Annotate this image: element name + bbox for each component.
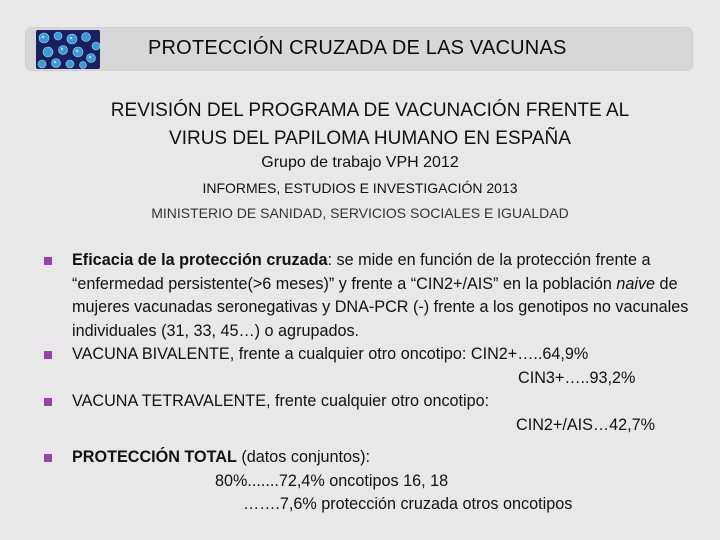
slide-title: PROTECCIÓN CRUZADA DE LAS VACUNAS [148, 37, 567, 59]
bullet-cross-protection [44, 249, 694, 343]
bullet-total-protection [44, 446, 694, 517]
working-group: Grupo de trabajo VPH 2012 [261, 154, 459, 171]
total-line-76: …….7,6% protección cruzada otros oncotipos [243, 495, 573, 513]
bullet-icon [44, 454, 52, 462]
tetravalent-text: VACUNA TETRAVALENTE, frente cualquier otro oncotipo: [72, 392, 490, 410]
total-bold-term: PROTECCIÓN TOTAL [72, 448, 237, 466]
bullet-list [44, 249, 694, 517]
bullet-tetravalent [44, 390, 694, 437]
bullet-text-cont: de mujeres vacunadas seronegativas y DNA-PCR (-) frente a los genotipos no vacunales individuales (31, 33, 45…) o agrupados. [72, 274, 689, 340]
spacer [44, 437, 694, 446]
bullet-icon [44, 398, 52, 406]
bullet-icon [44, 351, 52, 359]
bivalent-cin3: CIN3+…..93,2% [518, 368, 636, 387]
review-heading [60, 97, 680, 153]
heading-line-2: VIRUS DEL PAPILOMA HUMANO EN ESPAÑA [169, 128, 571, 149]
virus-image-icon [36, 30, 100, 69]
bullet-bold-term: Eficacia de la protección cruzada [72, 251, 328, 269]
total-text: (datos conjuntos): [236, 448, 371, 466]
total-line-80: 80%.......72,4% oncotipos 16, 18 [215, 471, 449, 490]
bivalent-text: VACUNA BIVALENTE, frente a cualquier otro oncotipo: CIN2+…..64,9% [72, 345, 589, 363]
reports-line: INFORMES, ESTUDIOS E INVESTIGACIÓN 2013 [202, 180, 518, 196]
bullet-icon [44, 257, 52, 265]
tetravalent-cin2: CIN2+/AIS…42,7% [516, 415, 656, 434]
ministry-line: MINISTERIO DE SANIDAD, SERVICIOS SOCIALES E IGUALDAD [151, 205, 569, 221]
bullet-text: : se mide en función de la protección frente a “enfermedad persistente(>6 meses)” y frente a “CIN2+/AIS” en la población [72, 251, 651, 293]
heading-line-1: REVISIÓN DEL PROGRAMA DE VACUNACIÓN FRENTE AL [110, 100, 630, 121]
bullet-italic-term: naive [616, 274, 656, 293]
bullet-bivalent [44, 343, 694, 390]
